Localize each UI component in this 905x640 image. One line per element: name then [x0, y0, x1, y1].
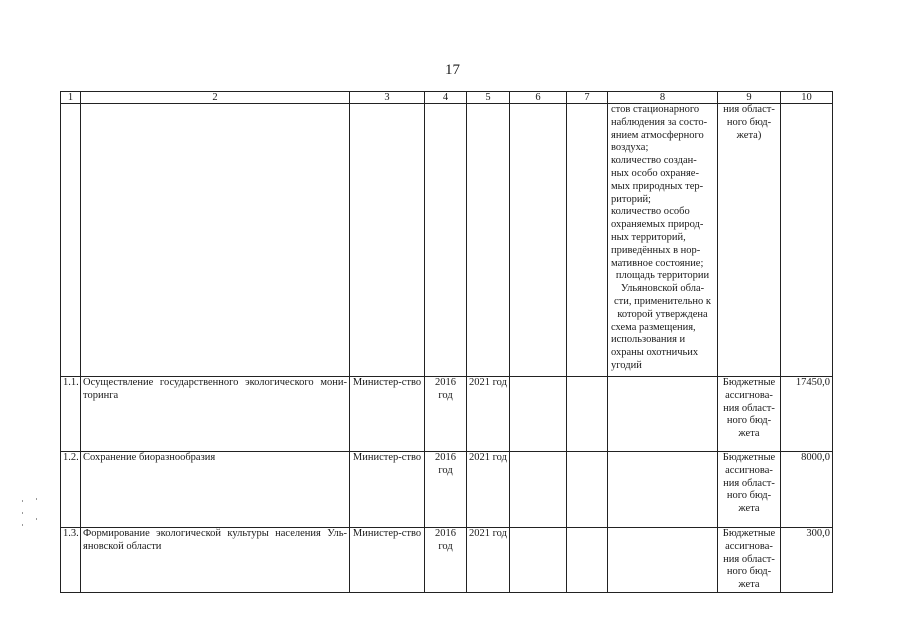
measure-name: Формирование экологической культуры населения Уль-яновской области [81, 528, 350, 593]
col-header: 7 [567, 92, 608, 104]
table-row [61, 528, 833, 593]
col-header: 1 [61, 92, 81, 104]
indicator-line: янием атмосферного [611, 129, 704, 141]
indicator-line: ных территорий, [611, 231, 686, 243]
indicator-line: площадь территории [615, 270, 710, 282]
table-row [61, 452, 833, 528]
end-year: 2021 год [467, 528, 510, 593]
row-number: 1.3. [61, 528, 81, 593]
indicator-line: приведённых в нор- [611, 244, 701, 256]
indicator-line: схема размещения, [611, 321, 696, 333]
funding-line: жета) [736, 129, 762, 141]
funding-source: Бюджетные ассигнова-ния област-ного бюд-жета [718, 452, 781, 528]
indicator-line: количество особо [611, 206, 690, 218]
col-header: 3 [350, 92, 425, 104]
indicator-line: количество создан- [611, 155, 697, 167]
indicator-line: риторий; [611, 193, 651, 205]
col-header: 8 [608, 92, 718, 104]
start-year: 2016 год [425, 452, 467, 528]
funding-source-cell [718, 104, 781, 377]
funding-line: ния област- [723, 104, 775, 115]
indicator-line: использования и [611, 334, 686, 346]
col-header: 5 [467, 92, 510, 104]
funding-line: ного бюд- [726, 116, 772, 128]
amount: 8000,0 [781, 452, 833, 528]
end-year: 2021 год [467, 377, 510, 452]
indicator-line: стов стационарного [611, 104, 700, 115]
continuation-row [61, 104, 833, 377]
indicator-line: ных особо охраняе- [611, 167, 699, 179]
indicator-line: которой утверждена [617, 308, 708, 320]
start-year: 2016 год [425, 377, 467, 452]
measure-name: Осуществление государственного экологического мони-торинга [81, 377, 350, 452]
indicator-line: воздуха; [611, 142, 649, 154]
col-header: 6 [510, 92, 567, 104]
indicator-line: мых природных тер- [611, 180, 704, 192]
executor: Министер-ство [350, 452, 425, 528]
indicator-line: охраны охотничьих [611, 347, 699, 359]
indicator-line: сти, применительно к [613, 295, 712, 307]
indicator-line: мативное состояние; [611, 257, 704, 269]
indicator-line: наблюдения за состо- [611, 116, 708, 128]
indicator-line: Ульяновской обла- [620, 283, 705, 295]
end-year: 2021 год [467, 452, 510, 528]
row-number: 1.1. [61, 377, 81, 452]
measure-name: Сохранение биоразнообразия [81, 452, 350, 528]
amount: 17450,0 [781, 377, 833, 452]
col-header: 4 [425, 92, 467, 104]
scan-speck [22, 500, 23, 502]
program-table [60, 91, 833, 593]
funding-source: Бюджетные ассигнова-ния област-ного бюд-жета [718, 528, 781, 593]
col-header: 2 [81, 92, 350, 104]
header-row [61, 92, 833, 104]
row-number: 1.2. [61, 452, 81, 528]
amount: 300,0 [781, 528, 833, 593]
scan-speck [36, 498, 37, 500]
indicators-cell [608, 104, 718, 377]
col-header: 10 [781, 92, 833, 104]
scan-speck [22, 524, 23, 526]
executor: Министер-ство [350, 528, 425, 593]
table-row [61, 377, 833, 452]
executor: Министер-ство [350, 377, 425, 452]
indicator-line: охраняемых природ- [611, 219, 704, 231]
page-number: 17 [445, 62, 460, 78]
start-year: 2016 год [425, 528, 467, 593]
col-header: 9 [718, 92, 781, 104]
indicator-line: угодий [611, 359, 642, 371]
scan-speck [36, 518, 37, 520]
scan-speck [22, 512, 23, 514]
funding-source: Бюджетные ассигнова-ния област-ного бюд-жета [718, 377, 781, 452]
